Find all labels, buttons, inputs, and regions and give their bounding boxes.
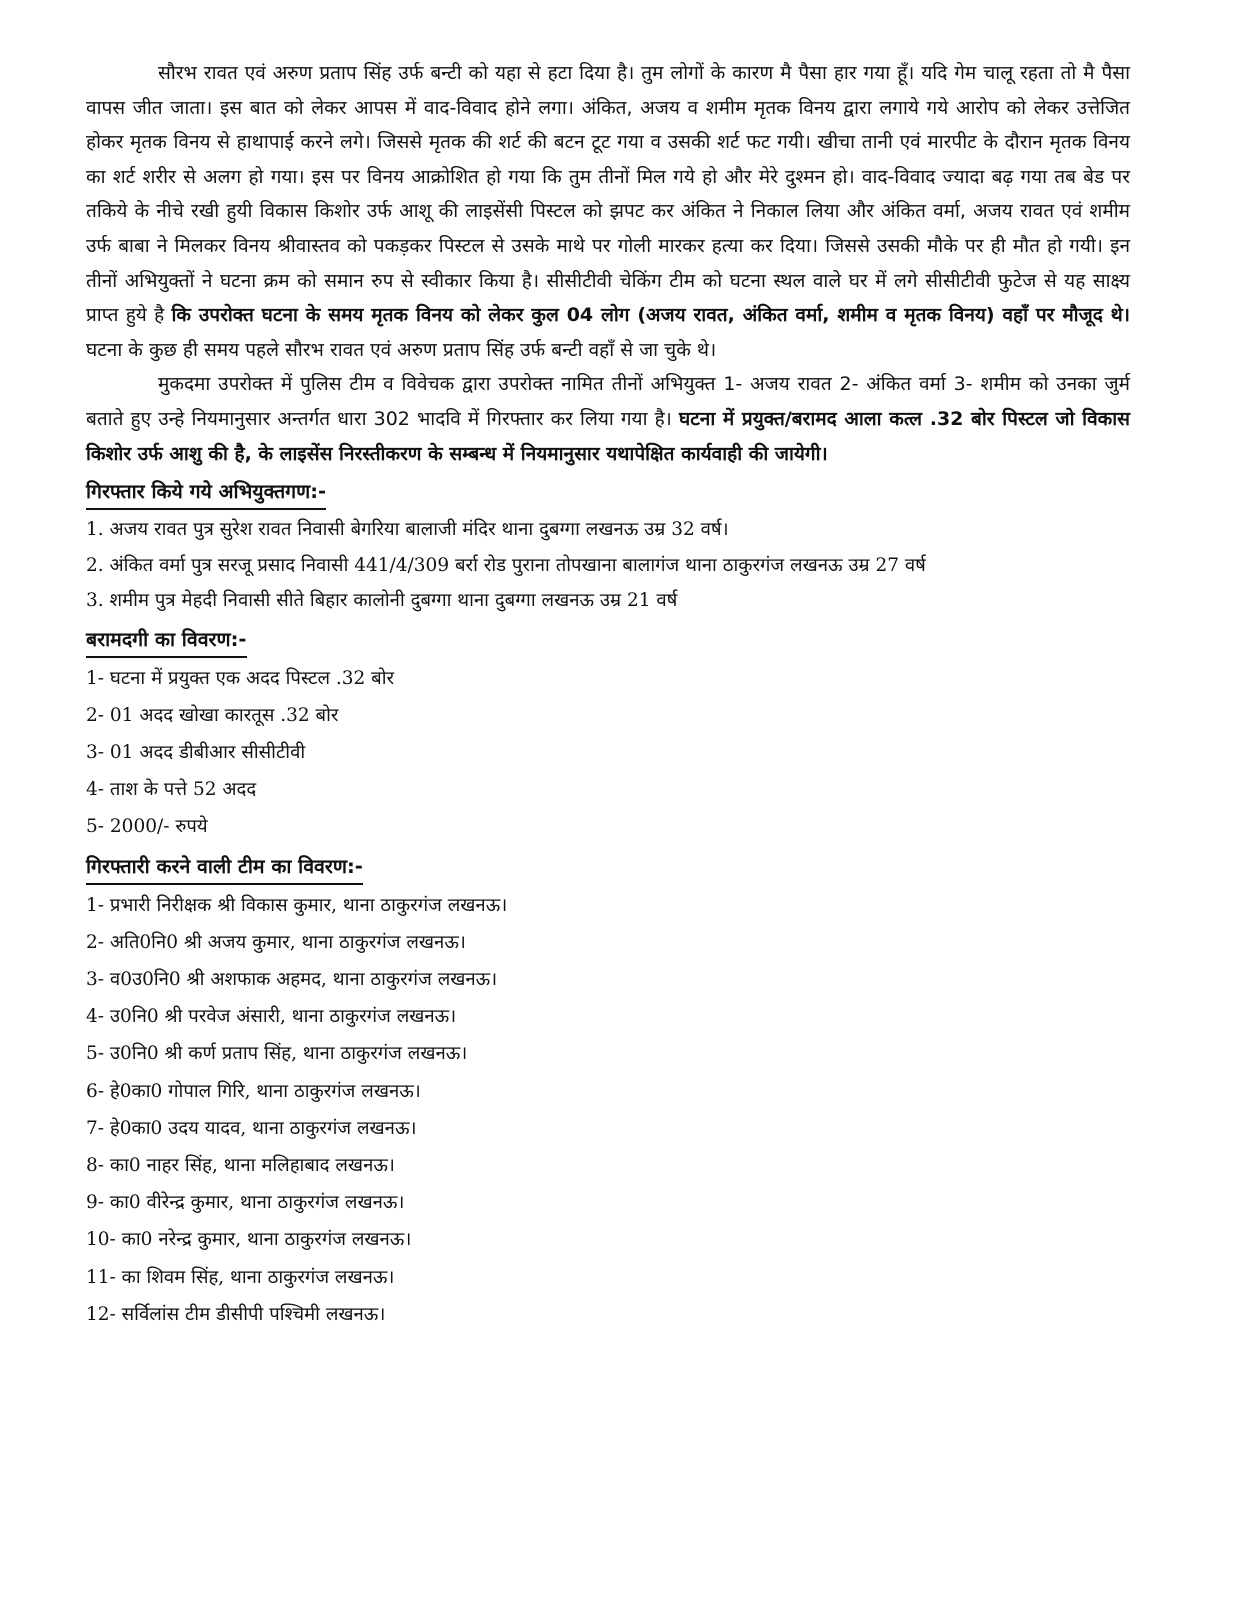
recovery-item: 3- 01 अदद डीबीआर सीसीटीवी bbox=[86, 742, 306, 764]
team-member-item: 5- उ0नि0 श्री कर्ण प्रताप सिंह, थाना ठाकुरगंज लखनऊ। bbox=[86, 1043, 468, 1065]
narrative-bold-text: कि उपरोक्त घटना के समय मृतक विनय को लेकर कुल 04 लोग (अजय रावत, अंकित वर्मा, शमीम व मृतक विनय) वहाँ पर मौजूद थे। bbox=[171, 304, 1130, 327]
team-member-item: 2- अति0नि0 श्री अजय कुमार, थाना ठाकुरगंज लखनऊ। bbox=[86, 931, 466, 953]
recovery-section bbox=[86, 619, 1130, 846]
team-member-item: 12- सर्विलांस टीम डीसीपी पश्चिमी लखनऊ। bbox=[86, 1303, 386, 1325]
team-member-item: 11- का शिवम सिंह, थाना ठाकुरगंज लखनऊ। bbox=[86, 1266, 395, 1288]
team-heading: गिरफ्तारी करने वाली टीम का विवरण:- bbox=[86, 852, 363, 885]
accused-item: 1. अजय रावत पुत्र सुरेश रावत निवासी बेगरिया बालाजी मंदिर थाना दुबग्गा लखनऊ उम्र 32 वर्ष। bbox=[86, 519, 729, 541]
recovery-item: 4- ताश के पत्ते 52 अदद bbox=[86, 779, 257, 801]
narrative-text-2: घटना के कुछ ही समय पहले सौरभ रावत एवं अरुण प्रताप सिंह उर्फ बन्टी वहाँ से जा चुके थे। bbox=[86, 338, 717, 361]
team-member-item: 6- हे0का0 गोपाल गिरि, थाना ठाकुरगंज लखनऊ। bbox=[86, 1080, 421, 1102]
team-member-item: 1- प्रभारी निरीक्षक श्री विकास कुमार, थाना ठाकुरगंज लखनऊ। bbox=[86, 894, 508, 916]
team-list bbox=[86, 887, 1130, 1333]
recovery-list bbox=[86, 660, 1130, 846]
narrative-paragraph bbox=[86, 56, 1130, 367]
team-member-item: 7- हे0का0 उदय यादव, थाना ठाकुरगंज लखनऊ। bbox=[86, 1117, 417, 1139]
accused-list bbox=[86, 512, 1130, 619]
team-section bbox=[86, 846, 1130, 1333]
team-member-item: 8- का0 नाहर सिंह, थाना मलिहाबाद लखनऊ। bbox=[86, 1155, 395, 1177]
recovery-item: 1- घटना में प्रयुक्त एक अदद पिस्टल .32 बोर bbox=[86, 667, 395, 689]
arrest-paragraph bbox=[86, 367, 1130, 471]
accused-item: 3. शमीम पुत्र मेहदी निवासी सीते बिहार कालोनी दुबग्गा थाना दुबग्गा लखनऊ उम्र 21 वर्ष bbox=[86, 590, 678, 612]
arrest-text: मुकदमा उपरोक्त में पुलिस टीम व विवेचक द्वारा उपरोक्त नामित तीनों अभियुक्त 1- अजय रावत 2- अंकित वर्मा 3- शमीम को उनका जुर्म बताते हुए उन्हे नियमानुसार अन्तर्गत धारा 302 भादवि में गिरफ्तार कर लिया गया है। bbox=[86, 373, 1130, 430]
accused-heading: गिरफ्तार किये गये अभियुक्तगण:- bbox=[86, 477, 326, 510]
team-member-item: 9- का0 वीरेन्द्र कुमार, थाना ठाकुरगंज लखनऊ। bbox=[86, 1192, 405, 1214]
recovery-item: 5- 2000/- रुपये bbox=[86, 816, 208, 838]
accused-item: 2. अंकित वर्मा पुत्र सरजू प्रसाद निवासी 441/4/309 बर्रा रोड पुराना तोपखाना बालागंज थाना ठाकुरगंज लखनऊ उम्र 27 वर्ष bbox=[86, 554, 926, 576]
team-member-item: 3- व0उ0नि0 श्री अशफाक अहमद, थाना ठाकुरगंज लखनऊ। bbox=[86, 969, 498, 991]
team-member-item: 4- उ0नि0 श्री परवेज अंसारी, थाना ठाकुरगंज लखनऊ। bbox=[86, 1006, 457, 1028]
narrative-text-1: सौरभ रावत एवं अरुण प्रताप सिंह उर्फ बन्टी को यहा से हटा दिया है। तुम लोगों के कारण मै पैसा हार गया हूँ। यदि गेम चालू रहता तो मै पैसा वापस जीत जाता। इस बात को लेकर आपस में वाद-विवाद होने लगा। अंकित, अजय व शमीम मृतक विनय द्वारा लगाये गये आरोप को लेकर उत्तेजित होकर मृतक विनय से हाथापाई करने लगे। जिससे मृतक की शर्ट की बटन टूट गया व उसकी शर्ट फट गयी। खीचा तानी एवं मारपीट के दौरान मृतक विनय का शर्ट शरीर से अलग हो गया। इस पर विनय आक्रोशित हो गया कि तुम तीनों मिल गये हो और मेरे दुश्मन हो। वाद-विवाद ज्यादा बढ़ गया तब बेड पर तकिये के नीचे रखी हुयी विकास किशोर उर्फ आशू की लाइसेंसी पिस्टल को झपट कर अंकित ने निकाल लिया और अंकित वर्मा, अजय रावत एवं शमीम उर्फ बाबा ने मिलकर विनय श्रीवास्तव को पकड़कर पिस्टल से उसके माथे पर गोली मारकर हत्या कर दिया। जिससे उसकी मौके पर ही मौत हो गयी। इन तीनों अभियुक्तों ने घटना क्रम को समान रुप से स्वीकार किया है। सीसीटीवी चेकिंग टीम को घटना स्थल वाले घर में लगे सीसीटीवी फुटेज से यह साक्ष्य प्राप्त हुये है bbox=[86, 62, 1130, 327]
team-member-item: 10- का0 नरेन्द्र कुमार, थाना ठाकुरगंज लखनऊ। bbox=[86, 1229, 412, 1251]
arrest-bold-text: घटना में प्रयुक्त/बरामद आला कत्ल .32 बोर पिस्टल जो विकास किशोर उर्फ आशु की है, के लाइसेंस निरस्तीकरण के सम्बन्ध में नियमानुसार यथापेक्षित कार्यवाही की जायेगी। bbox=[86, 407, 1130, 465]
recovery-item: 2- 01 अदद खोखा कारतूस .32 बोर bbox=[86, 704, 339, 726]
recovery-heading: बरामदगी का विवरण:- bbox=[86, 625, 247, 658]
accused-section bbox=[86, 471, 1130, 619]
